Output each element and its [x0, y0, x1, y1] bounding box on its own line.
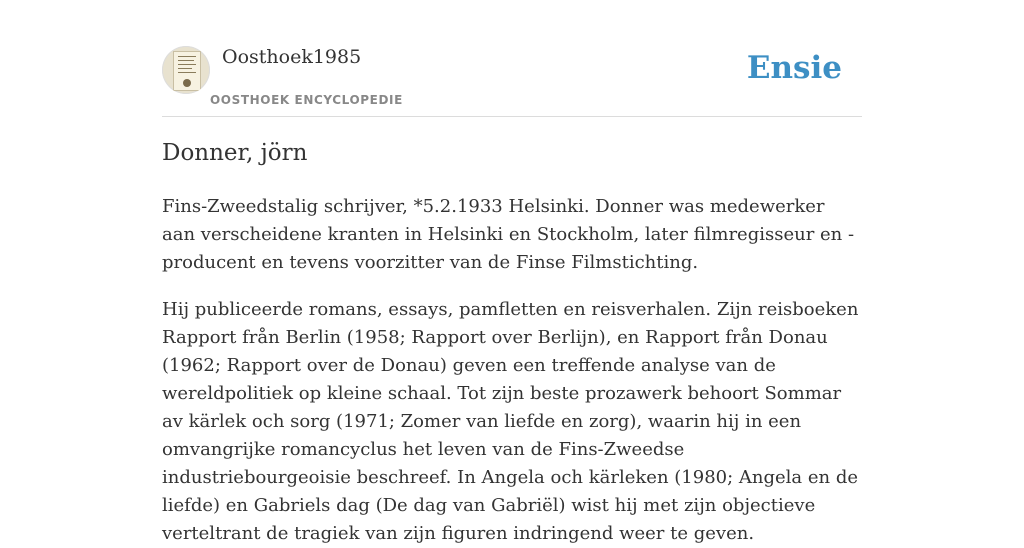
brand-logo[interactable]: Ensie	[746, 50, 842, 86]
page-header	[162, 40, 862, 117]
article-title: Donner, jörn	[162, 140, 308, 166]
source-label[interactable]: OOSTHOEK ENCYCLOPEDIE	[210, 93, 403, 107]
certificate-icon	[173, 51, 201, 91]
username-link[interactable]: Oosthoek1985	[222, 46, 362, 68]
article-paragraph: Fins-Zweedstalig schrijver, *5.2.1933 Helsinki. Donner was medewerker aan verscheidene kranten in Helsinki en Stockholm, later filmregisseur en -producent en tevens voorzitter van de Finse Filmstichting.	[162, 196, 855, 273]
avatar[interactable]	[162, 46, 210, 94]
article-paragraph: Hij publiceerde romans, essays, pamfletten en reisverhalen. Zijn reisboeken Rapport från Berlin (1958; Rapport over Berlijn), en Rapport från Donau (1962; Rapport over de Donau) geven een treffende analyse van de wereldpolitiek op kleine schaal. Tot zijn beste prozawerk behoort Sommar av kärlek och sorg (1971; Zomer van liefde en zorg), waarin hij in een omvangrijke romancyclus het leven van de Fins-Zweedse industriebourgeoisie beschreef. In Angela och kärleken (1980; Angela en de liefde) en Gabriels dag (De dag van Gabriël) wist hij met zijn objectieve verteltrant de tragiek van zijn figuren indringend weer te geven.	[162, 299, 859, 544]
